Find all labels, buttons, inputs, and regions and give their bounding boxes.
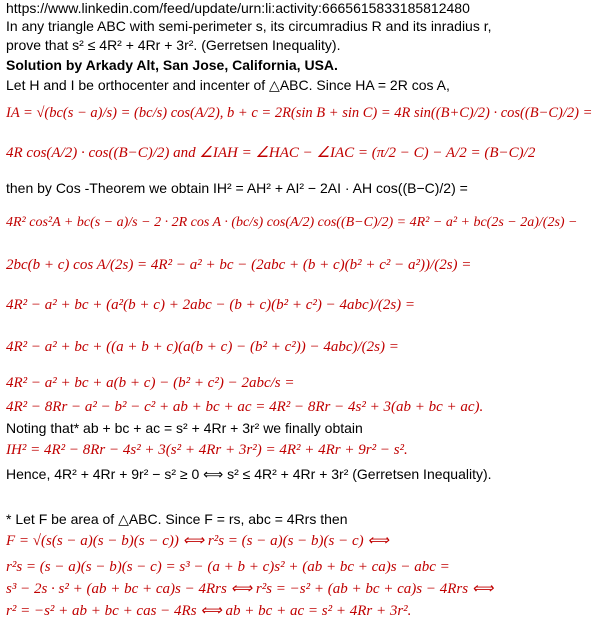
footnote-equation-1: F = √(s(s − a)(s − b)(s − c)) ⟺ r²s = (s − a)(s − b)(s − c) ⟺ — [6, 533, 389, 549]
solution-line-1: Let H and I be orthocenter and incenter of △ABC. Since HA = 2R cos A, — [6, 77, 450, 93]
equation-line-7: 4R² − a² + bc + (a²(b + c) + 2abc − (b + c)(b² + c²) − 4abc)/(2s) = — [6, 297, 416, 313]
source-url[interactable]: https://www.linkedin.com/feed/update/urn:li:activity:6665615833185812480 — [6, 0, 470, 16]
statement-line-2: prove that s² ≤ 4R² + 4Rr + 3r². (Gerretsen Inequality). — [6, 37, 341, 53]
equation-line-9: 4R² − a² + bc + a(b + c) − (b² + c²) − 2abc/s = — [6, 375, 295, 391]
equation-line-3: 4R cos(A/2) · cos((B−C)/2) and ∠IAH = ∠HAC − ∠IAC = (π/2 − C) − A/2 = (B−C)/2 — [6, 145, 536, 161]
equation-line-12: IH² = 4R² − 8Rr − 4s² + 3(s² + 4Rr + 3r²) = 4R² + 4Rr + 9r² − s². — [6, 442, 408, 458]
footnote-equation-2: r²s = (s − a)(s − b)(s − c) = s³ − (a + b + c)s² + (ab + bc + ca)s − abc = — [6, 559, 450, 575]
solution-line-4: then by Cos -Theorem we obtain IH² = AH² + AI² − 2AI · AH cos((B−C)/2) = — [6, 180, 468, 196]
equation-line-2: IA = √(bc(s − a)/s) = (bc/s) cos(A/2), b + c = 2R(sin B + sin C) = 4R sin((B+C)/2) · cos((B−C)/2) = — [6, 105, 593, 121]
equation-line-5: 4R² cos²A + bc(s − a)/s − 2 · 2R cos A · (bc/s) cos(A/2) cos((B−C)/2) = 4R² − a² + bc(2s − 2a)/(2s) − — [6, 215, 578, 230]
equation-line-6: 2bc(b + c) cos A/(2s) = 4R² − a² + bc − (2abc + (b + c)(b² + c² − a²))/(2s) = — [6, 257, 472, 273]
equation-line-8: 4R² − a² + bc + ((a + b + c)(a(b + c) − (b² + c²)) − 4abc)/(2s) = — [6, 339, 399, 355]
footnote-equation-4: r² = −s² + ab + bc + cas − 4Rs ⟺ ab + bc + ac = s² + 4Rr + 3r². — [6, 603, 412, 619]
footnote-line-1: * Let F be area of △ABC. Since F = rs, abc = 4Rrs then — [6, 511, 348, 527]
solution-line-11: Noting that* ab + bc + ac = s² + 4Rr + 3r² we finally obtain — [6, 420, 363, 436]
equation-line-10: 4R² − 8Rr − a² − b² − c² + ab + bc + ac = 4R² − 8Rr − 4s² + 3(ab + bc + ac). — [6, 399, 484, 415]
footnote-equation-3: s³ − 2s · s² + (ab + bc + ca)s − 4Rrs ⟺ r²s = −s² + (ab + bc + ca)s − 4Rrs ⟺ — [6, 581, 494, 597]
conclusion-line: Hence, 4R² + 4Rr + 9r² − s² ≥ 0 ⟺ s² ≤ 4R² + 4Rr + 3r² (Gerretsen Inequality). — [6, 466, 492, 482]
statement-line-1: In any triangle ABC with semi-perimeter s, its circumradius R and its inradius r, — [6, 18, 492, 34]
author-line: Solution by Arkady Alt, San Jose, California, USA. — [6, 57, 338, 73]
